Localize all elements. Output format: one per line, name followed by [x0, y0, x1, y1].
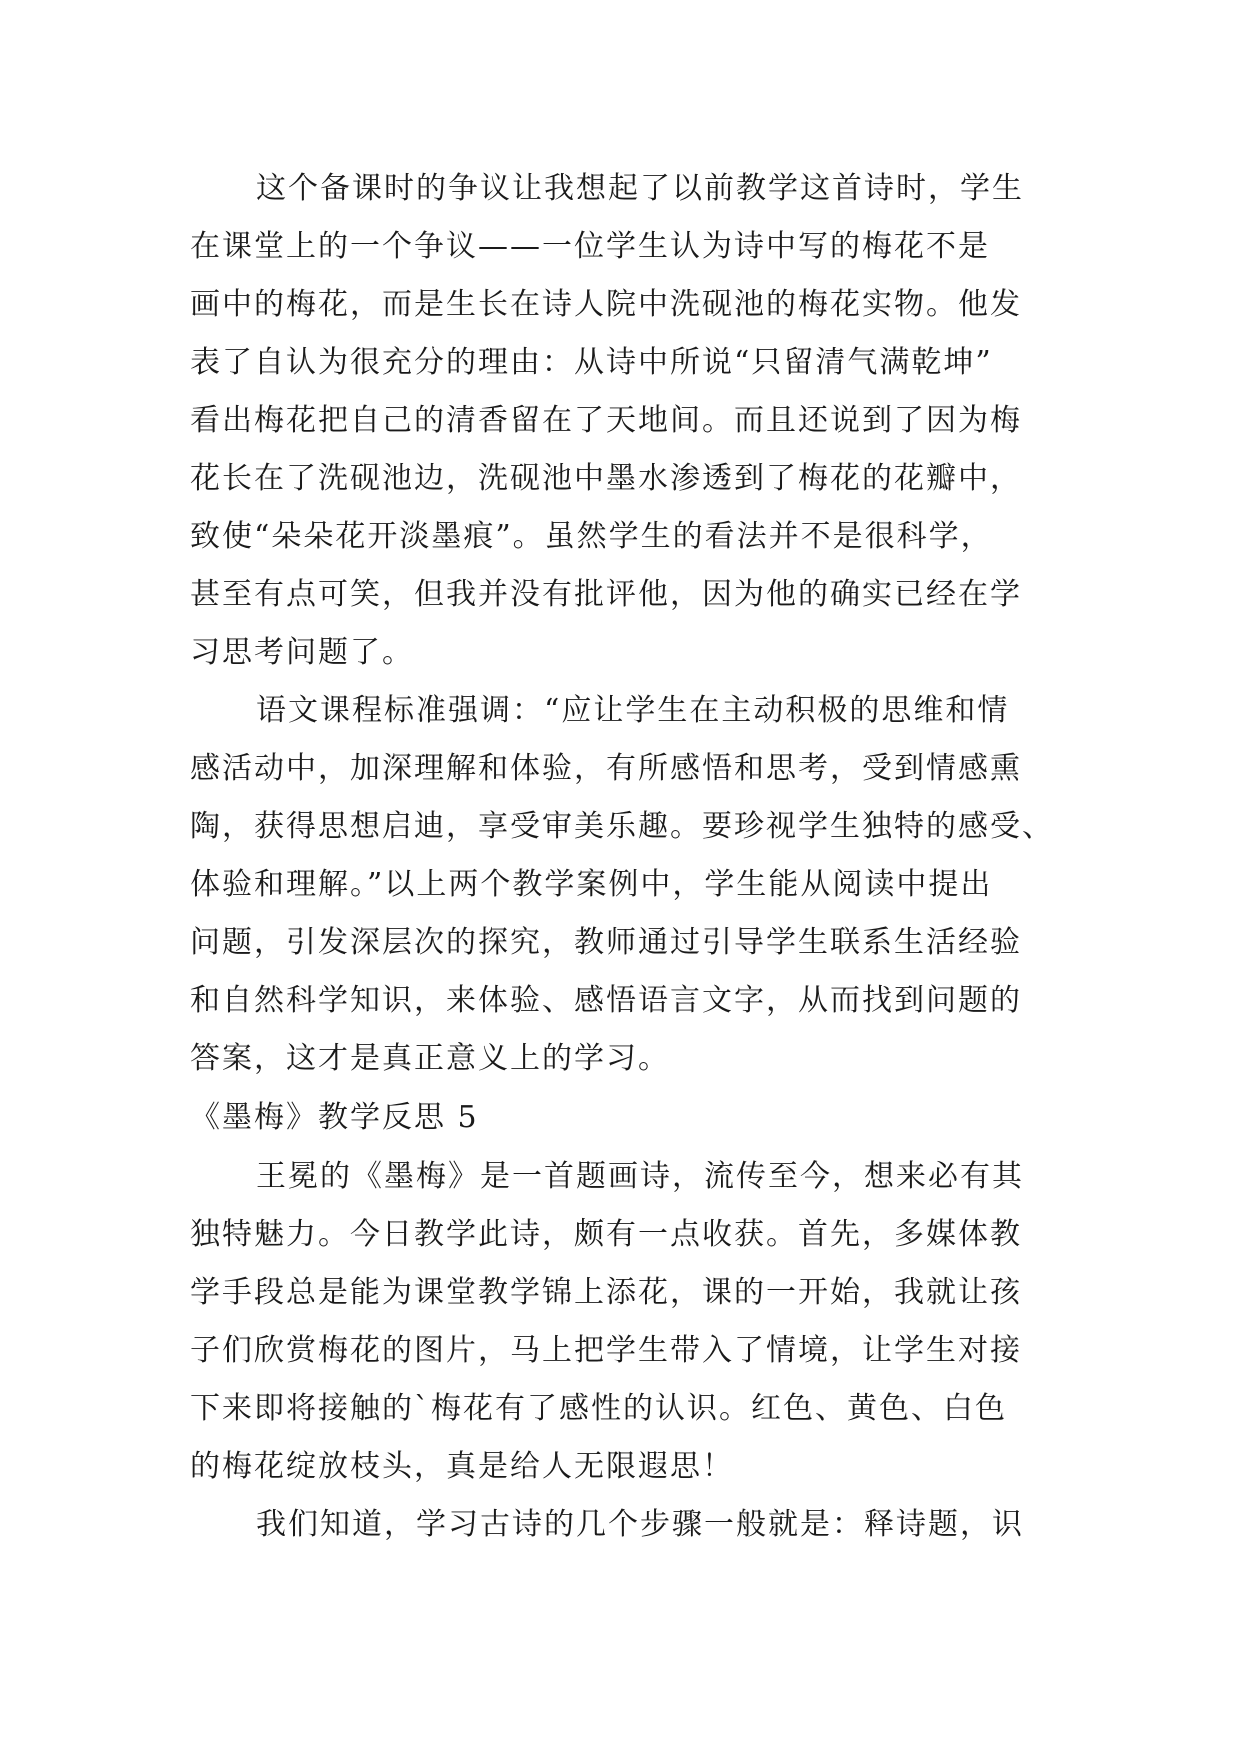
text-line: 花长在了洗砚池边，洗砚池中墨水渗透到了梅花的花瓣中， — [190, 461, 1022, 496]
text-line: 画中的梅花，而是生长在诗人院中洗砚池的梅花实物。他发 — [190, 287, 1022, 322]
text-line: 语文课程标准强调：“应让学生在主动积极的思维和情 — [256, 693, 1010, 728]
section-heading: 《墨梅》教学反思 5 — [190, 1100, 479, 1135]
text-line: 我们知道，学习古诗的几个步骤一般就是：释诗题，识 — [256, 1507, 1024, 1542]
text-line: 甚至有点可笑，但我并没有批评他，因为他的确实已经在学 — [190, 577, 1022, 612]
text-line: 致使“朵朵花开淡墨痕”。虽然学生的看法并不是很科学， — [190, 519, 993, 554]
text-line: 看出梅花把自己的清香留在了天地间。而且还说到了因为梅 — [190, 403, 1022, 438]
text-line: 王冕的《墨梅》是一首题画诗，流传至今，想来必有其 — [256, 1159, 1024, 1194]
text-line: 答案，这才是真正意义上的学习。 — [190, 1041, 670, 1076]
paragraph-4 — [190, 1496, 1050, 1554]
text-line: 问题，引发深层次的探究，教师通过引导学生联系生活经验 — [190, 925, 1022, 960]
text-line: 这个备课时的争议让我想起了以前教学这首诗时，学生 — [256, 171, 1024, 206]
paragraph-1 — [190, 160, 1050, 682]
text-line: 感活动中，加深理解和体验，有所感悟和思考，受到情感熏 — [190, 751, 1022, 786]
document-body — [190, 160, 1054, 1554]
paragraph-3 — [190, 1148, 1050, 1496]
text-line: 独特魅力。今日教学此诗，颇有一点收获。首先，多媒体教 — [190, 1217, 1022, 1252]
text-line: 习思考问题了。 — [190, 635, 414, 670]
paragraph-2 — [190, 682, 1054, 1088]
text-line: 体验和理解。”以上两个教学案例中，学生能从阅读中提出 — [190, 867, 993, 902]
text-line: 表了自认为很充分的理由：从诗中所说“只留清气满乾坤” — [190, 345, 993, 380]
text-line: 的梅花绽放枝头，真是给人无限遐思！ — [190, 1449, 734, 1484]
text-line: 子们欣赏梅花的图片，马上把学生带入了情境，让学生对接 — [190, 1333, 1022, 1368]
text-line: 在课堂上的一个争议——一位学生认为诗中写的梅花不是 — [190, 229, 990, 264]
text-line: 学手段总是能为课堂教学锦上添花，课的一开始，我就让孩 — [190, 1275, 1022, 1310]
text-line: 和自然科学知识，来体验、感悟语言文字，从而找到问题的 — [190, 983, 1022, 1018]
text-line: 陶，获得思想启迪，享受审美乐趣。要珍视学生独特的感受、 — [190, 809, 1054, 844]
text-line: 下来即将接触的`梅花有了感性的认识。红色、黄色、白色 — [190, 1391, 1007, 1426]
